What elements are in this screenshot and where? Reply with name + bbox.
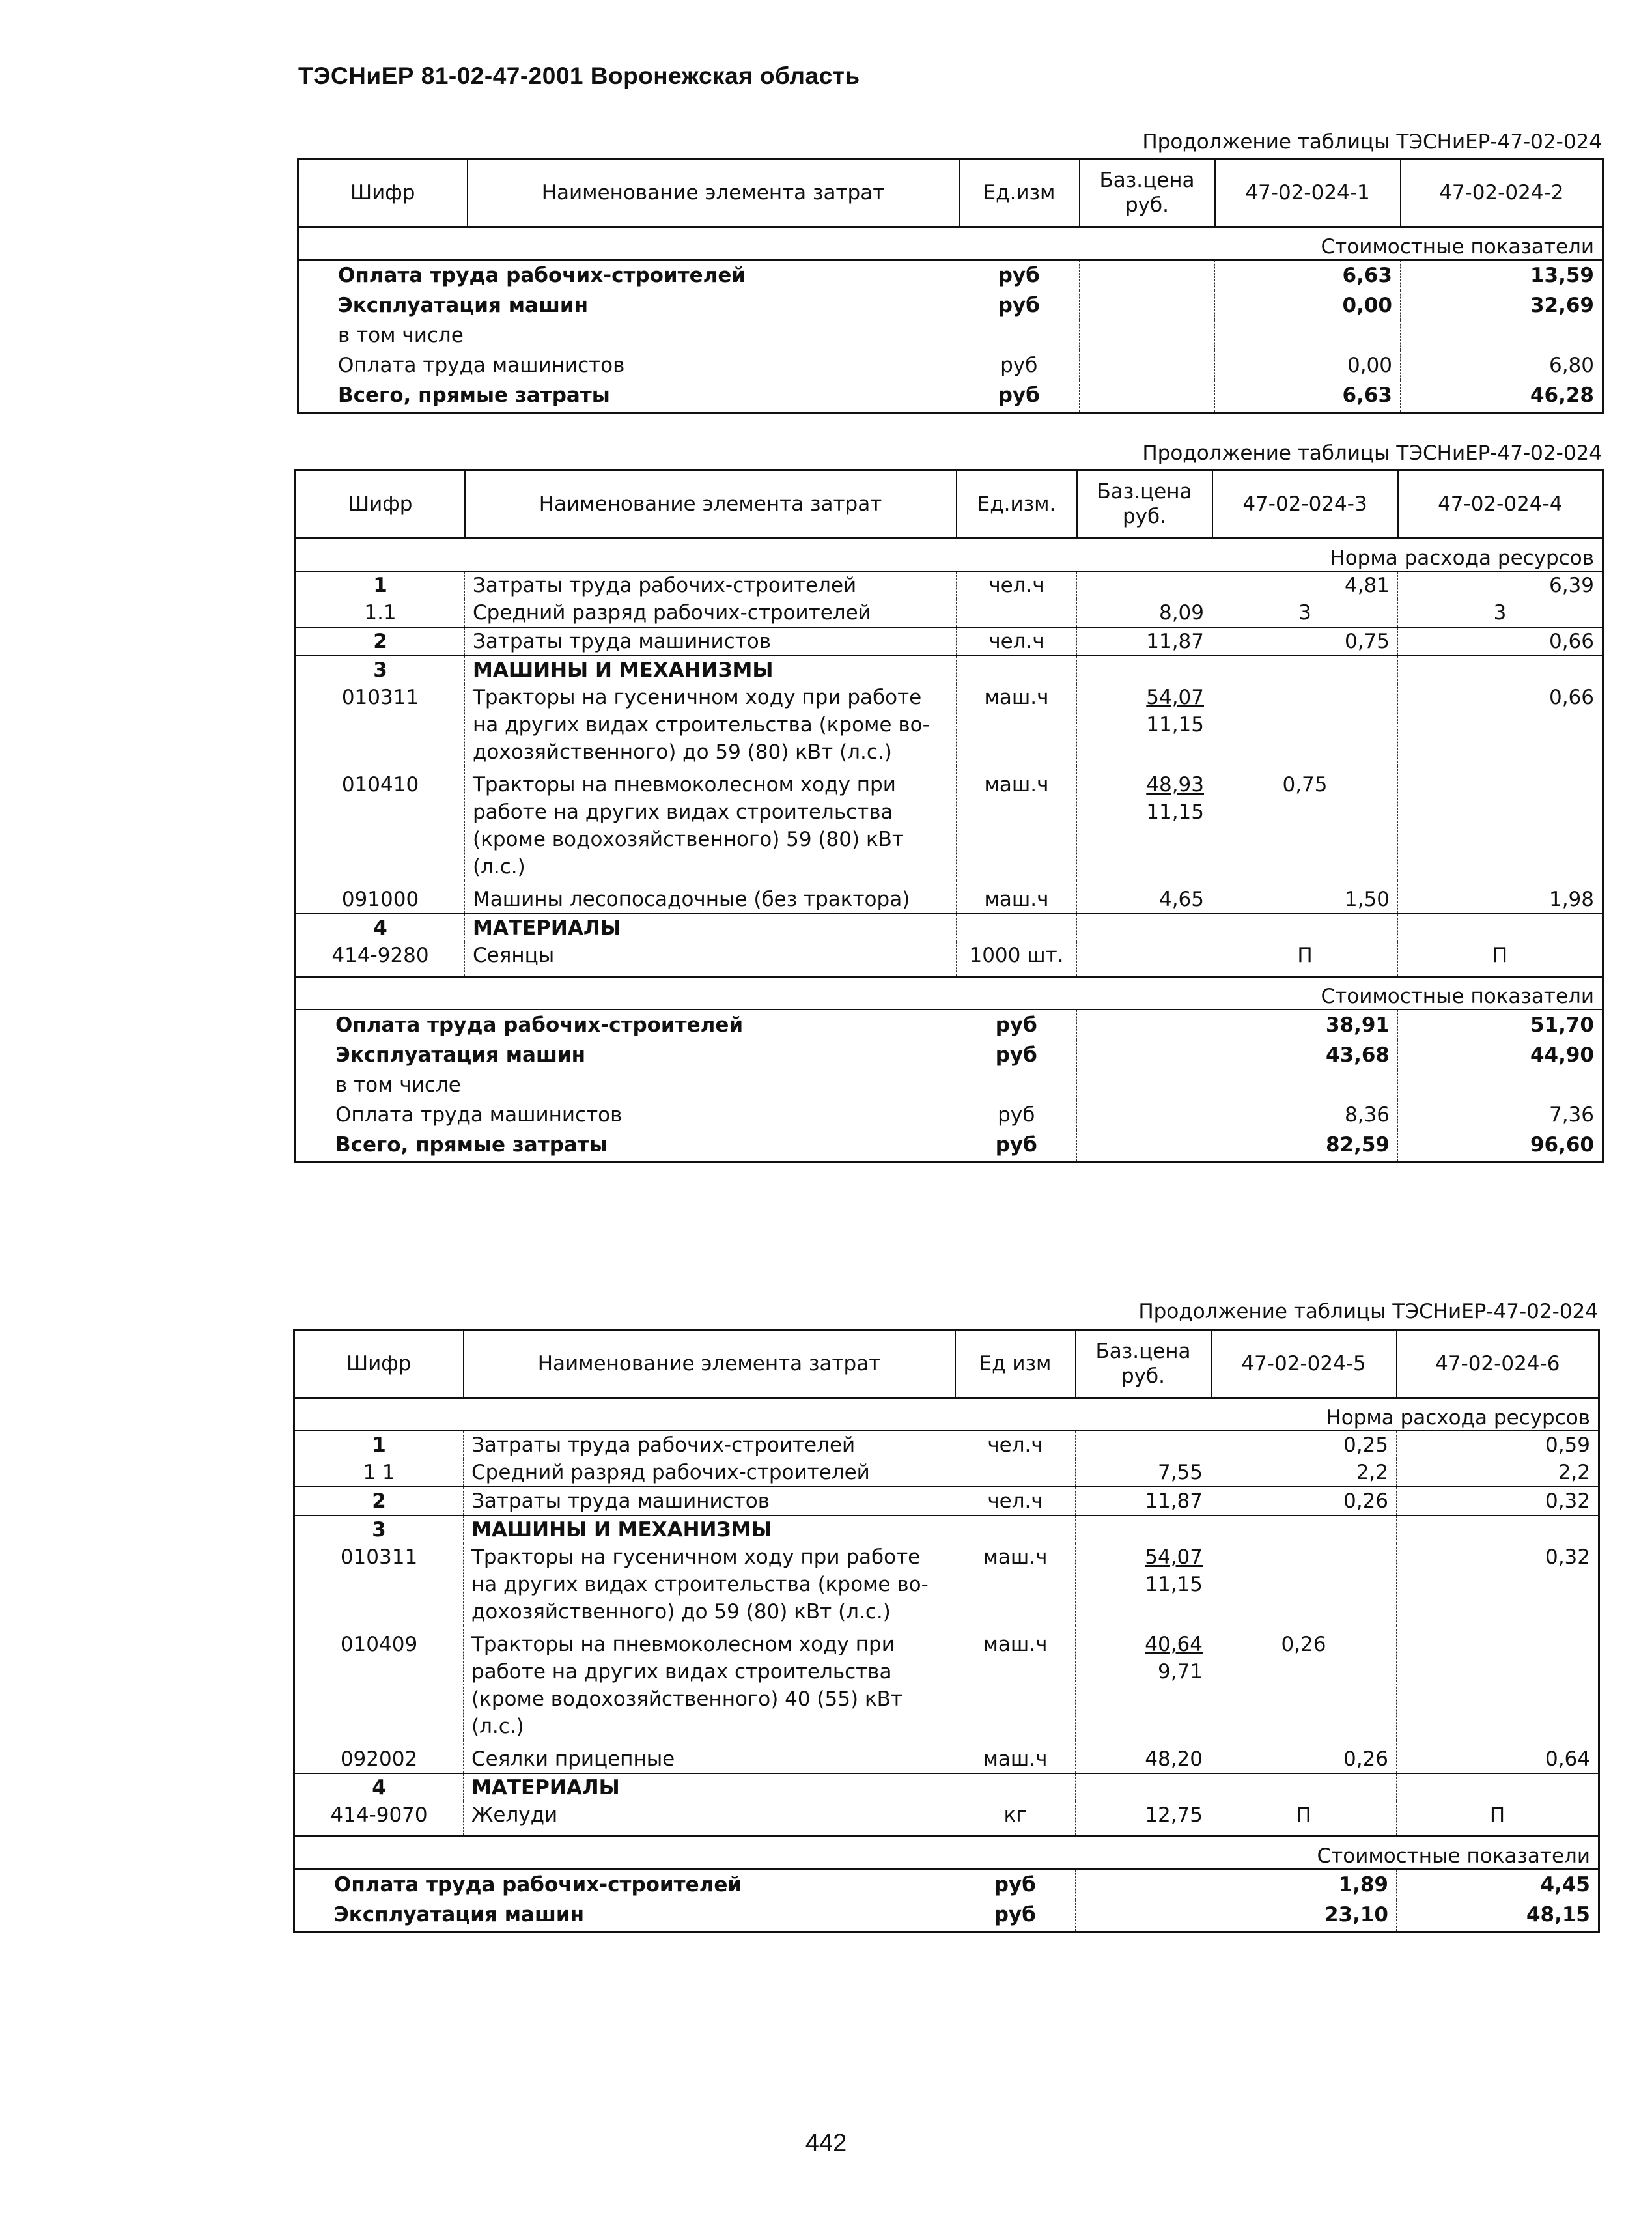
cost-row-value-b: 4,45 <box>1397 1869 1599 1900</box>
table-row <box>294 1626 1599 1740</box>
table-cell: МАТЕРИАЛЫ <box>464 1773 955 1801</box>
table-cell <box>1080 350 1215 380</box>
table-cell: 4,81 <box>1212 571 1398 599</box>
cost-row-value-b: 13,59 <box>1401 260 1603 290</box>
table-row <box>294 1740 1599 1773</box>
table-cell <box>1215 320 1401 350</box>
table-row <box>294 1515 1599 1543</box>
table-cell: 48,93 11,15 <box>1077 766 1212 881</box>
table-cell: 0,75 <box>1212 766 1398 881</box>
table-cell: 0,59 <box>1397 1431 1599 1459</box>
table-cell: 3 <box>294 1515 464 1543</box>
table-cell: Средний разряд рабочих-строителей <box>465 599 957 627</box>
cost-row-value-a: 0,00 <box>1215 350 1401 380</box>
table-row <box>296 571 1603 599</box>
header-base-price: Баз.цена руб. <box>1077 470 1212 539</box>
header-base-price: Баз.цена руб. <box>1076 1330 1211 1398</box>
cost-row-value-b: 6,80 <box>1401 350 1603 380</box>
table-cell <box>1077 656 1212 684</box>
table-cell: 0,32 <box>1397 1487 1599 1515</box>
table-cell <box>955 1459 1076 1487</box>
cost-row-value-a: 6,63 <box>1215 380 1401 413</box>
cost-row-value-b: 46,28 <box>1401 380 1603 413</box>
table-cell: 48,20 <box>1076 1740 1211 1773</box>
table-cell <box>1077 1009 1212 1040</box>
table-cell <box>1212 684 1398 766</box>
table-cell: 1 1 <box>363 1461 395 1484</box>
cost-row-value-b: 51,70 <box>1398 1009 1603 1040</box>
table-cell: чел.ч <box>957 571 1077 599</box>
table-cell: чел.ч <box>955 1431 1076 1459</box>
table-cell: 2,2 <box>1211 1459 1397 1487</box>
table-cell: Затраты труда машинистов <box>464 1487 955 1515</box>
table-cell: 1000 шт. <box>957 942 1077 977</box>
table-cell: 010410 <box>341 773 419 796</box>
table-row <box>296 599 1603 627</box>
table-cell: 8,09 <box>1077 599 1212 627</box>
cost-row-value-b: 48,15 <box>1397 1900 1599 1932</box>
cost-row-value-b: 96,60 <box>1398 1130 1603 1162</box>
table-cell: Тракторы на гусеничном ходу при работе на других видах строительства (кроме во-дохозяйственного) до 59 (80) кВт (л.с.) <box>465 684 957 766</box>
table-cell: 010311 <box>340 1545 418 1569</box>
table-cell <box>1397 1515 1599 1543</box>
table-cell: 2,2 <box>1397 1459 1599 1487</box>
table-cell: 1,98 <box>1398 881 1603 914</box>
header-name: Наименование элемента затрат <box>465 470 957 539</box>
header-col-b: 47-02-024-6 <box>1397 1330 1599 1398</box>
table-cell <box>1397 1626 1599 1740</box>
table-caption: Продолжение таблицы ТЭСНиЕР-47-02-024 <box>1138 1300 1598 1323</box>
header-unit: Ед.изм. <box>957 470 1077 539</box>
table-cell: 0,32 <box>1397 1543 1599 1626</box>
table-row <box>294 1801 1599 1837</box>
table-cell: 2 <box>296 627 465 656</box>
table-cell: 11,87 <box>1077 627 1212 656</box>
table-cell: 40,64 9,71 <box>1076 1626 1211 1740</box>
table-row <box>296 881 1603 914</box>
table-cell <box>1080 380 1215 413</box>
table-cell: 7,55 <box>1076 1459 1211 1487</box>
table-cell: 3 <box>296 656 465 684</box>
table-cell <box>1212 656 1398 684</box>
table-caption: Продолжение таблицы ТЭСНиЕР-47-02-024 <box>1142 442 1602 465</box>
table-cell: 0,75 <box>1212 627 1398 656</box>
cost-row-unit: руб <box>994 1903 1036 1926</box>
table-cell: Машины лесопосадочные (без трактора) <box>465 881 957 914</box>
cost-row-label: Оплата труда машинистов <box>338 354 625 377</box>
cost-row-unit: руб <box>998 264 1040 287</box>
cost-row-label: в том числе <box>338 324 464 347</box>
cost-row-value-b: 7,36 <box>1398 1100 1603 1130</box>
table-cell <box>955 1773 1076 1801</box>
cost-row-label: Всего, прямые затраты <box>335 1133 608 1157</box>
resource-table-3 <box>293 1329 1600 1933</box>
table-row <box>296 656 1603 684</box>
table-cell <box>1077 571 1212 599</box>
table-row <box>294 1773 1599 1801</box>
cost-row-label: Оплата труда рабочих-строителей <box>335 1013 744 1037</box>
table-cell: Сеялки прицепные <box>464 1740 955 1773</box>
header-unit: Ед изм <box>955 1330 1076 1398</box>
cost-row-value-a: 23,10 <box>1211 1900 1397 1932</box>
table-cell: 0,26 <box>1211 1626 1397 1740</box>
table-row <box>296 627 1603 656</box>
table-cell: 12,75 <box>1076 1801 1211 1837</box>
table-cell <box>957 914 1077 942</box>
table-cell <box>1076 1431 1211 1459</box>
table-row <box>296 766 1603 881</box>
table-row <box>296 684 1603 766</box>
table-cell <box>1398 914 1603 942</box>
table-cell: 2 <box>294 1487 464 1515</box>
table-cell <box>1401 320 1603 350</box>
table-cell: Тракторы на пневмоколесном ходу при работе на других видах строительства (кроме водохозяйственного) 59 (80) кВт (л.с.) <box>465 766 957 881</box>
table-cell: П <box>1398 942 1603 977</box>
header-code: Шифр <box>298 159 468 227</box>
cost-row-value-a: 8,36 <box>1212 1100 1398 1130</box>
table-cell: МАШИНЫ И МЕХАНИЗМЫ <box>465 656 957 684</box>
table-cell: 091000 <box>341 888 419 911</box>
table-cell: 1.1 <box>364 601 397 625</box>
header-col-b: 47-02-024-4 <box>1398 470 1603 539</box>
table-cell: МАШИНЫ И МЕХАНИЗМЫ <box>464 1515 955 1543</box>
table-cell: 414-9280 <box>331 944 429 967</box>
table-cell: чел.ч <box>957 627 1077 656</box>
table-cell <box>959 320 1080 350</box>
table-cell <box>1398 656 1603 684</box>
cost-row-label: Эксплуатация машин <box>334 1903 585 1926</box>
table-cell: маш.ч <box>957 881 1077 914</box>
header-code: Шифр <box>296 470 465 539</box>
table-cell <box>957 1070 1077 1100</box>
table-row <box>294 1459 1599 1487</box>
cost-row-unit: руб <box>998 1103 1035 1127</box>
cost-row-value-a: 1,89 <box>1211 1869 1397 1900</box>
table-cell <box>1077 1130 1212 1162</box>
table-cell <box>1397 1773 1599 1801</box>
table-cell: 010409 <box>340 1633 418 1656</box>
cost-row-unit: руб <box>994 1873 1036 1896</box>
cost-row-value-a: 0,00 <box>1215 290 1401 320</box>
table-cell: 0,66 <box>1398 684 1603 766</box>
header-name: Наименование элемента затрат <box>464 1330 955 1398</box>
table-cell: 1 <box>296 571 465 599</box>
cost-row-label: Оплата труда машинистов <box>335 1103 623 1127</box>
cost-row-value-a: 6,63 <box>1215 260 1401 290</box>
cost-row-unit: руб <box>995 1013 1037 1037</box>
table-cell: маш.ч <box>955 1740 1076 1773</box>
table-cell: кг <box>955 1801 1076 1837</box>
table-cell: 092002 <box>340 1747 418 1771</box>
document-title: ТЭСНиЕР 81-02-47-2001 Воронежская область <box>298 63 860 89</box>
table-cell: Средний разряд рабочих-строителей <box>464 1459 955 1487</box>
header-base-price: Баз.цена руб. <box>1080 159 1215 227</box>
table-row <box>296 914 1603 942</box>
table-row <box>294 1431 1599 1459</box>
cost-row-label: Оплата труда рабочих-строителей <box>338 264 746 287</box>
header-code: Шифр <box>294 1330 464 1398</box>
header-col-a: 47-02-024-1 <box>1215 159 1401 227</box>
cost-row-label: Оплата труда рабочих-строителей <box>334 1873 742 1896</box>
table-cell: 0,64 <box>1397 1740 1599 1773</box>
table-cell: Сеянцы <box>465 942 957 977</box>
table-cell <box>1077 914 1212 942</box>
table-cell <box>955 1515 1076 1543</box>
table-cell: МАТЕРИАЛЫ <box>465 914 957 942</box>
cost-row-unit: руб <box>998 294 1040 317</box>
cost-row-value-a: 82,59 <box>1212 1130 1398 1162</box>
table-row <box>294 1543 1599 1626</box>
section-cost-indicators: Стоимостные показатели <box>294 1837 1599 1870</box>
table-cell <box>1077 1100 1212 1130</box>
header-col-b: 47-02-024-2 <box>1401 159 1603 227</box>
table-cell: маш.ч <box>955 1543 1076 1626</box>
table-cell: 4 <box>294 1773 464 1801</box>
page-number: 442 <box>805 2130 847 2157</box>
table-cell: 3 <box>1212 599 1398 627</box>
table-cell <box>1398 1070 1603 1100</box>
table-cell: маш.ч <box>957 684 1077 766</box>
table-cell <box>1076 1515 1211 1543</box>
table-cell <box>1211 1773 1397 1801</box>
table-row <box>296 942 1603 977</box>
resource-table-1 <box>297 158 1604 414</box>
table-cell <box>1080 260 1215 290</box>
table-cell <box>1211 1543 1397 1626</box>
table-cell: 0,66 <box>1398 627 1603 656</box>
table-cell: 1 <box>294 1431 464 1459</box>
section-cost-indicators: Стоимостные показатели <box>298 227 1603 261</box>
section-resource-norms: Норма расхода ресурсов <box>294 1398 1599 1431</box>
table-cell: Желуди <box>464 1801 955 1837</box>
table-cell <box>1212 914 1398 942</box>
table-cell: 6,39 <box>1398 571 1603 599</box>
header-col-a: 47-02-024-3 <box>1212 470 1398 539</box>
table-cell: Затраты труда рабочих-строителей <box>464 1431 955 1459</box>
cost-row-value-b: 44,90 <box>1398 1040 1603 1070</box>
header-unit: Ед.изм <box>959 159 1080 227</box>
table-cell <box>1076 1773 1211 1801</box>
table-caption: Продолжение таблицы ТЭСНиЕР-47-02-024 <box>1142 130 1602 154</box>
cost-row-value-a: 38,91 <box>1212 1009 1398 1040</box>
table-cell: маш.ч <box>955 1626 1076 1740</box>
table-cell <box>1077 942 1212 977</box>
table-cell <box>1211 1515 1397 1543</box>
table-cell: чел.ч <box>955 1487 1076 1515</box>
table-cell <box>1080 320 1215 350</box>
cost-row-value-a: 43,68 <box>1212 1040 1398 1070</box>
cost-row-label: Эксплуатация машин <box>335 1043 586 1067</box>
table-cell: 0,26 <box>1211 1487 1397 1515</box>
table-cell: 4,65 <box>1077 881 1212 914</box>
table-cell: 0,26 <box>1211 1740 1397 1773</box>
table-cell <box>1077 1070 1212 1100</box>
cost-row-label: Всего, прямые затраты <box>338 384 610 407</box>
table-cell <box>957 599 1077 627</box>
table-row <box>294 1487 1599 1515</box>
cost-row-unit: руб <box>995 1133 1037 1157</box>
table-cell: 54,07 11,15 <box>1077 684 1212 766</box>
table-cell: 1,50 <box>1212 881 1398 914</box>
table-cell: Затраты труда рабочих-строителей <box>465 571 957 599</box>
table-cell: П <box>1211 1801 1397 1837</box>
table-cell: 0,25 <box>1211 1431 1397 1459</box>
table-cell: Затраты труда машинистов <box>465 627 957 656</box>
table-cell: 11,87 <box>1076 1487 1211 1515</box>
cost-row-unit: руб <box>1000 354 1038 377</box>
header-col-a: 47-02-024-5 <box>1211 1330 1397 1398</box>
table-cell: маш.ч <box>957 766 1077 881</box>
section-cost-indicators: Стоимостные показатели <box>296 977 1603 1010</box>
table-cell: П <box>1212 942 1398 977</box>
table-cell: 010311 <box>341 686 419 709</box>
table-cell: 414-9070 <box>330 1803 428 1827</box>
table-cell: Тракторы на пневмоколесном ходу при работе на других видах строительства (кроме водохозяйственного) 40 (55) кВт (л.с.) <box>464 1626 955 1740</box>
table-cell: 3 <box>1398 599 1603 627</box>
table-cell <box>1398 766 1603 881</box>
table-cell: Тракторы на гусеничном ходу при работе на других видах строительства (кроме во-дохозяйственного) до 59 (80) кВт (л.с.) <box>464 1543 955 1626</box>
table-cell <box>1076 1900 1211 1932</box>
table-cell: П <box>1397 1801 1599 1837</box>
cost-row-value-b: 32,69 <box>1401 290 1603 320</box>
cost-row-label: Эксплуатация машин <box>338 294 589 317</box>
cost-row-unit: руб <box>995 1043 1037 1067</box>
table-cell <box>957 656 1077 684</box>
section-resource-norms: Норма расхода ресурсов <box>296 539 1603 572</box>
table-cell <box>1077 1040 1212 1070</box>
cost-row-unit: руб <box>998 384 1040 407</box>
table-cell <box>1212 1070 1398 1100</box>
resource-table-2 <box>294 469 1604 1163</box>
header-name: Наименование элемента затрат <box>468 159 959 227</box>
table-cell: 4 <box>296 914 465 942</box>
table-cell <box>1080 290 1215 320</box>
table-cell: 54,07 11,15 <box>1076 1543 1211 1626</box>
table-cell <box>1076 1869 1211 1900</box>
cost-row-label: в том числе <box>335 1073 461 1097</box>
